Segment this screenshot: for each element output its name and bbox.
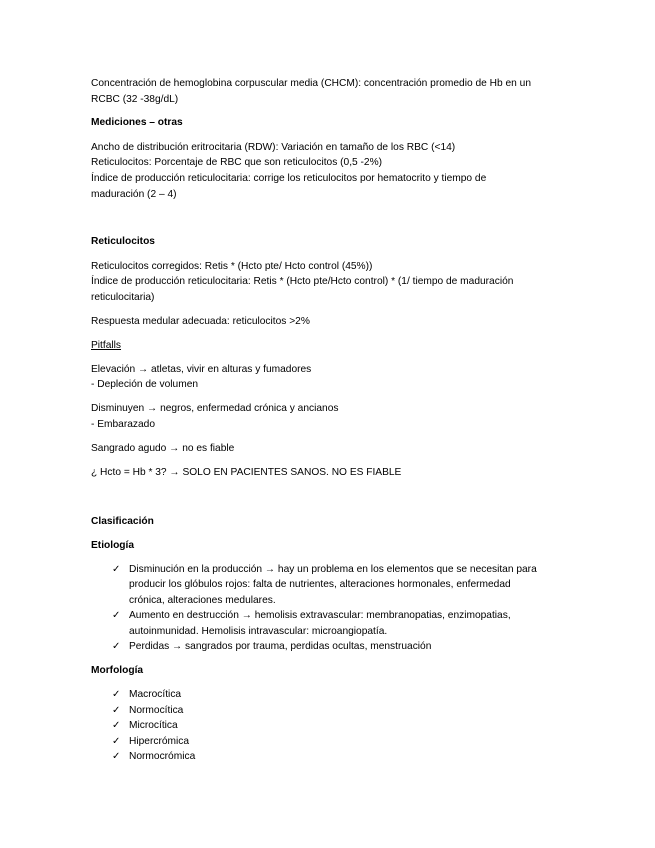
etiologia-item-2-line-2: autoinmunidad. Hemolisis intravascular: microangiopatía. [129, 626, 388, 637]
check-icon: ✓ [112, 720, 121, 731]
sangrado-agudo-text: Sangrado agudo → no es fiable [91, 443, 235, 454]
elevacion-text: Elevación → atletas, vivir en alturas y fumadores [91, 364, 312, 375]
morfologia-item: Normocrómica [129, 751, 196, 762]
embarazado-text: - Embarazado [91, 419, 155, 430]
ipr-formula-line-1: Índice de producción reticulocitaria: Retis * (Hcto pte/Hcto control) * (1/ tiempo de maduración [91, 276, 514, 287]
chcm-text-line-1: Concentración de hemoglobina corpuscular media (CHCM): concentración promedio de Hb en un [91, 78, 531, 89]
rdw-text: Ancho de distribución eritrocitaria (RDW): Variación en tamaño de los RBC (<14) [91, 142, 456, 153]
morfologia-item: Macrocítica [129, 689, 182, 700]
check-icon: ✓ [112, 689, 121, 700]
check-icon: ✓ [112, 610, 121, 621]
etiologia-item-1-line-3: crónica, alteraciones medulares. [129, 595, 276, 606]
check-icon: ✓ [112, 641, 121, 652]
reticulocitos-text: Reticulocitos: Porcentaje de RBC que son reticulocitos (0,5 -2%) [91, 157, 383, 168]
mediciones-heading: Mediciones – otras [91, 117, 183, 128]
chcm-text-line-2: RCBC (32 -38g/dL) [91, 94, 179, 105]
etiologia-heading: Etiología [91, 540, 135, 551]
deplecion-text: - Depleción de volumen [91, 379, 199, 390]
morfologia-item: Hipercrómica [129, 736, 190, 747]
pitfalls-label: Pitfalls [91, 340, 122, 351]
reticulocitos-corregidos-text: Reticulocitos corregidos: Retis * (Hcto pte/ Hcto control (45%)) [91, 261, 373, 272]
etiologia-item-3-line-1: Perdidas → sangrados por trauma, perdidas ocultas, menstruación [129, 641, 432, 652]
hcto-text: ¿ Hcto = Hb * 3? → SOLO EN PACIENTES SANOS. NO ES FIABLE [91, 467, 402, 478]
etiologia-item-1-line-2: producir los glóbulos rojos: falta de nutrientes, alteraciones hormonales, enfermedad [129, 579, 511, 590]
check-icon: ✓ [112, 705, 121, 716]
check-icon: ✓ [112, 751, 121, 762]
ipr-formula-line-2: reticulocitaria) [91, 292, 155, 303]
morfologia-heading: Morfología [91, 665, 144, 676]
disminuyen-text: Disminuyen → negros, enfermedad crónica y ancianos [91, 403, 339, 414]
clasificacion-heading: Clasificación [91, 516, 154, 527]
morfologia-item: Microcítica [129, 720, 178, 731]
ipr-text-line-1: Índice de producción reticulocitaria: corrige los reticulocitos por hematocrito y tiempo de [91, 173, 487, 184]
check-icon: ✓ [112, 736, 121, 747]
etiologia-item-1-line-1: Disminución en la producción → hay un problema en los elementos que se necesitan para [129, 564, 537, 575]
ipr-text-line-2: maduración (2 – 4) [91, 189, 177, 200]
check-icon: ✓ [112, 564, 121, 575]
reticulocitos-heading: Reticulocitos [91, 236, 155, 247]
morfologia-item: Normocítica [129, 705, 184, 716]
respuesta-medular-text: Respuesta medular adecuada: reticulocitos >2% [91, 316, 310, 327]
etiologia-item-2-line-1: Aumento en destrucción → hemolisis extravascular: membranopatias, enzimopatias, [129, 610, 511, 621]
